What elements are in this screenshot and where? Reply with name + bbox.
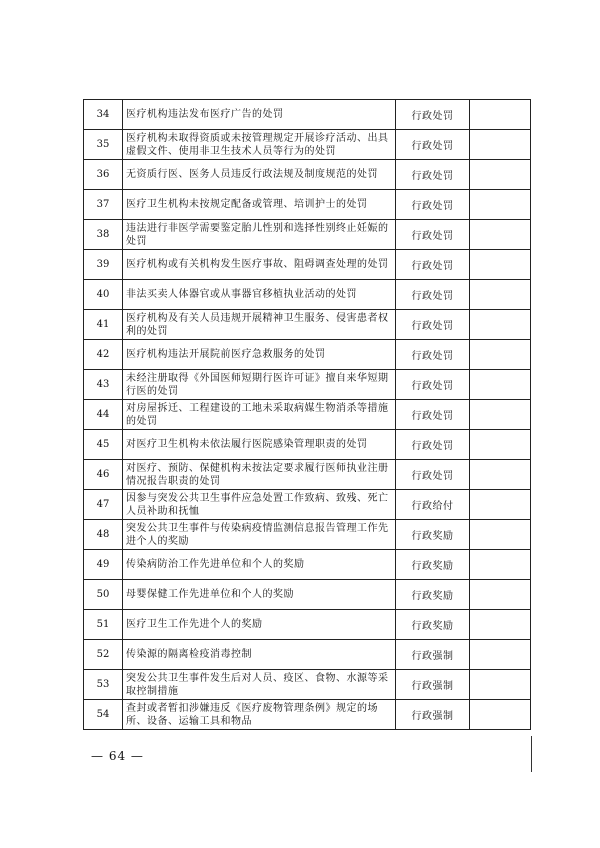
row-number: 39 <box>84 250 123 280</box>
table-row <box>84 430 531 460</box>
row-item-type: 行政处罚 <box>396 190 470 220</box>
row-item-name: 医疗卫生工作先进个人的奖励 <box>123 610 396 640</box>
table-row <box>84 190 531 220</box>
row-item-name: 无资质行医、医务人员违反行政法规及制度规范的处罚 <box>123 160 396 190</box>
items-table <box>83 99 531 730</box>
row-number: 50 <box>84 580 123 610</box>
row-extra-cell <box>470 550 531 580</box>
row-item-name: 医疗卫生机构未按规定配备或管理、培训护士的处罚 <box>123 190 396 220</box>
row-extra-cell <box>470 220 531 250</box>
row-extra-cell <box>470 370 531 400</box>
row-item-type: 行政处罚 <box>396 130 470 160</box>
row-item-name: 对房屋拆迁、工程建设的工地未采取病媒生物消杀等措施的处罚 <box>123 400 396 430</box>
row-extra-cell <box>470 340 531 370</box>
row-item-type: 行政处罚 <box>396 160 470 190</box>
table-row <box>84 400 531 430</box>
row-number: 41 <box>84 310 123 340</box>
row-extra-cell <box>470 400 531 430</box>
row-item-type: 行政处罚 <box>396 280 470 310</box>
table-row <box>84 100 531 130</box>
row-number: 35 <box>84 130 123 160</box>
row-item-type: 行政处罚 <box>396 370 470 400</box>
table-row <box>84 490 531 520</box>
row-extra-cell <box>470 430 531 460</box>
row-item-name: 医疗机构违法发布医疗广告的处罚 <box>123 100 396 130</box>
page-number: — 64 — <box>91 749 144 763</box>
row-item-name: 传染源的隔离检疫消毒控制 <box>123 640 396 670</box>
table-row <box>84 550 531 580</box>
row-extra-cell <box>470 130 531 160</box>
row-item-type: 行政奖励 <box>396 610 470 640</box>
table-row <box>84 280 531 310</box>
row-item-name: 未经注册取得《外国医师短期行医许可证》擅自来华短期行医的处罚 <box>123 370 396 400</box>
row-extra-cell <box>470 310 531 340</box>
row-item-type: 行政强制 <box>396 670 470 700</box>
table-row <box>84 610 531 640</box>
row-item-type: 行政强制 <box>396 700 470 730</box>
row-item-type: 行政处罚 <box>396 310 470 340</box>
row-extra-cell <box>470 640 531 670</box>
row-number: 40 <box>84 280 123 310</box>
row-extra-cell <box>470 250 531 280</box>
row-number: 46 <box>84 460 123 490</box>
table-row <box>84 370 531 400</box>
row-number: 47 <box>84 490 123 520</box>
row-number: 49 <box>84 550 123 580</box>
row-number: 54 <box>84 700 123 730</box>
table-row <box>84 250 531 280</box>
table-row <box>84 160 531 190</box>
row-number: 48 <box>84 520 123 550</box>
row-item-name: 医疗机构或有关机构发生医疗事故、阻碍调查处理的处罚 <box>123 250 396 280</box>
row-extra-cell <box>470 160 531 190</box>
row-extra-cell <box>470 460 531 490</box>
row-extra-cell <box>470 580 531 610</box>
row-extra-cell <box>470 190 531 220</box>
table-row <box>84 520 531 550</box>
row-item-type: 行政处罚 <box>396 400 470 430</box>
row-item-name: 医疗机构及有关人员违规开展精神卫生服务、侵害患者权利的处罚 <box>123 310 396 340</box>
row-item-type: 行政给付 <box>396 490 470 520</box>
row-item-name: 非法买卖人体器官或从事器官移植执业活动的处罚 <box>123 280 396 310</box>
items-table-body <box>84 100 531 730</box>
row-item-type: 行政处罚 <box>396 220 470 250</box>
row-number: 44 <box>84 400 123 430</box>
row-item-type: 行政奖励 <box>396 550 470 580</box>
table-row <box>84 640 531 670</box>
row-item-name: 医疗机构违法开展院前医疗急救服务的处罚 <box>123 340 396 370</box>
table-row <box>84 220 531 250</box>
row-number: 34 <box>84 100 123 130</box>
row-extra-cell <box>470 520 531 550</box>
table-row <box>84 340 531 370</box>
row-number: 52 <box>84 640 123 670</box>
table-row <box>84 460 531 490</box>
table-row <box>84 130 531 160</box>
row-number: 38 <box>84 220 123 250</box>
row-item-type: 行政奖励 <box>396 520 470 550</box>
row-item-name: 医疗机构未取得资质或未按管理规定开展诊疗活动、出具虚假文件、使用非卫生技术人员等行为的处罚 <box>123 130 396 160</box>
row-number: 36 <box>84 160 123 190</box>
row-number: 43 <box>84 370 123 400</box>
row-item-type: 行政处罚 <box>396 460 470 490</box>
row-item-type: 行政处罚 <box>396 340 470 370</box>
row-item-name: 查封或者暂扣涉嫌违反《医疗废物管理条例》规定的场所、设备、运输工具和物品 <box>123 700 396 730</box>
row-extra-cell <box>470 700 531 730</box>
row-item-type: 行政处罚 <box>396 100 470 130</box>
row-item-name: 因参与突发公共卫生事件应急处置工作致病、致残、死亡人员补助和抚恤 <box>123 490 396 520</box>
row-number: 45 <box>84 430 123 460</box>
table-row <box>84 580 531 610</box>
row-item-type: 行政强制 <box>396 640 470 670</box>
row-item-type: 行政奖励 <box>396 580 470 610</box>
table-row <box>84 700 531 730</box>
row-item-name: 对医疗卫生机构未依法履行医院感染管理职责的处罚 <box>123 430 396 460</box>
row-item-name: 母婴保健工作先进单位和个人的奖励 <box>123 580 396 610</box>
row-item-name: 突发公共卫生事件发生后对人员、疫区、食物、水源等采取控制措施 <box>123 670 396 700</box>
row-item-type: 行政处罚 <box>396 430 470 460</box>
row-item-name: 对医疗、预防、保健机构未按法定要求履行医师执业注册情况报告职责的处罚 <box>123 460 396 490</box>
row-extra-cell <box>470 280 531 310</box>
row-extra-cell <box>470 100 531 130</box>
row-item-name: 违法进行非医学需要鉴定胎儿性别和选择性别终止妊娠的处罚 <box>123 220 396 250</box>
row-number: 51 <box>84 610 123 640</box>
row-item-name: 传染病防治工作先进单位和个人的奖励 <box>123 550 396 580</box>
row-number: 53 <box>84 670 123 700</box>
row-extra-cell <box>470 610 531 640</box>
row-extra-cell <box>470 670 531 700</box>
table-row <box>84 670 531 700</box>
row-extra-cell <box>470 490 531 520</box>
row-item-name: 突发公共卫生事件与传染病疫情监测信息报告管理工作先进个人的奖励 <box>123 520 396 550</box>
row-number: 42 <box>84 340 123 370</box>
margin-line <box>531 736 532 772</box>
table-row <box>84 310 531 340</box>
row-item-type: 行政处罚 <box>396 250 470 280</box>
row-number: 37 <box>84 190 123 220</box>
